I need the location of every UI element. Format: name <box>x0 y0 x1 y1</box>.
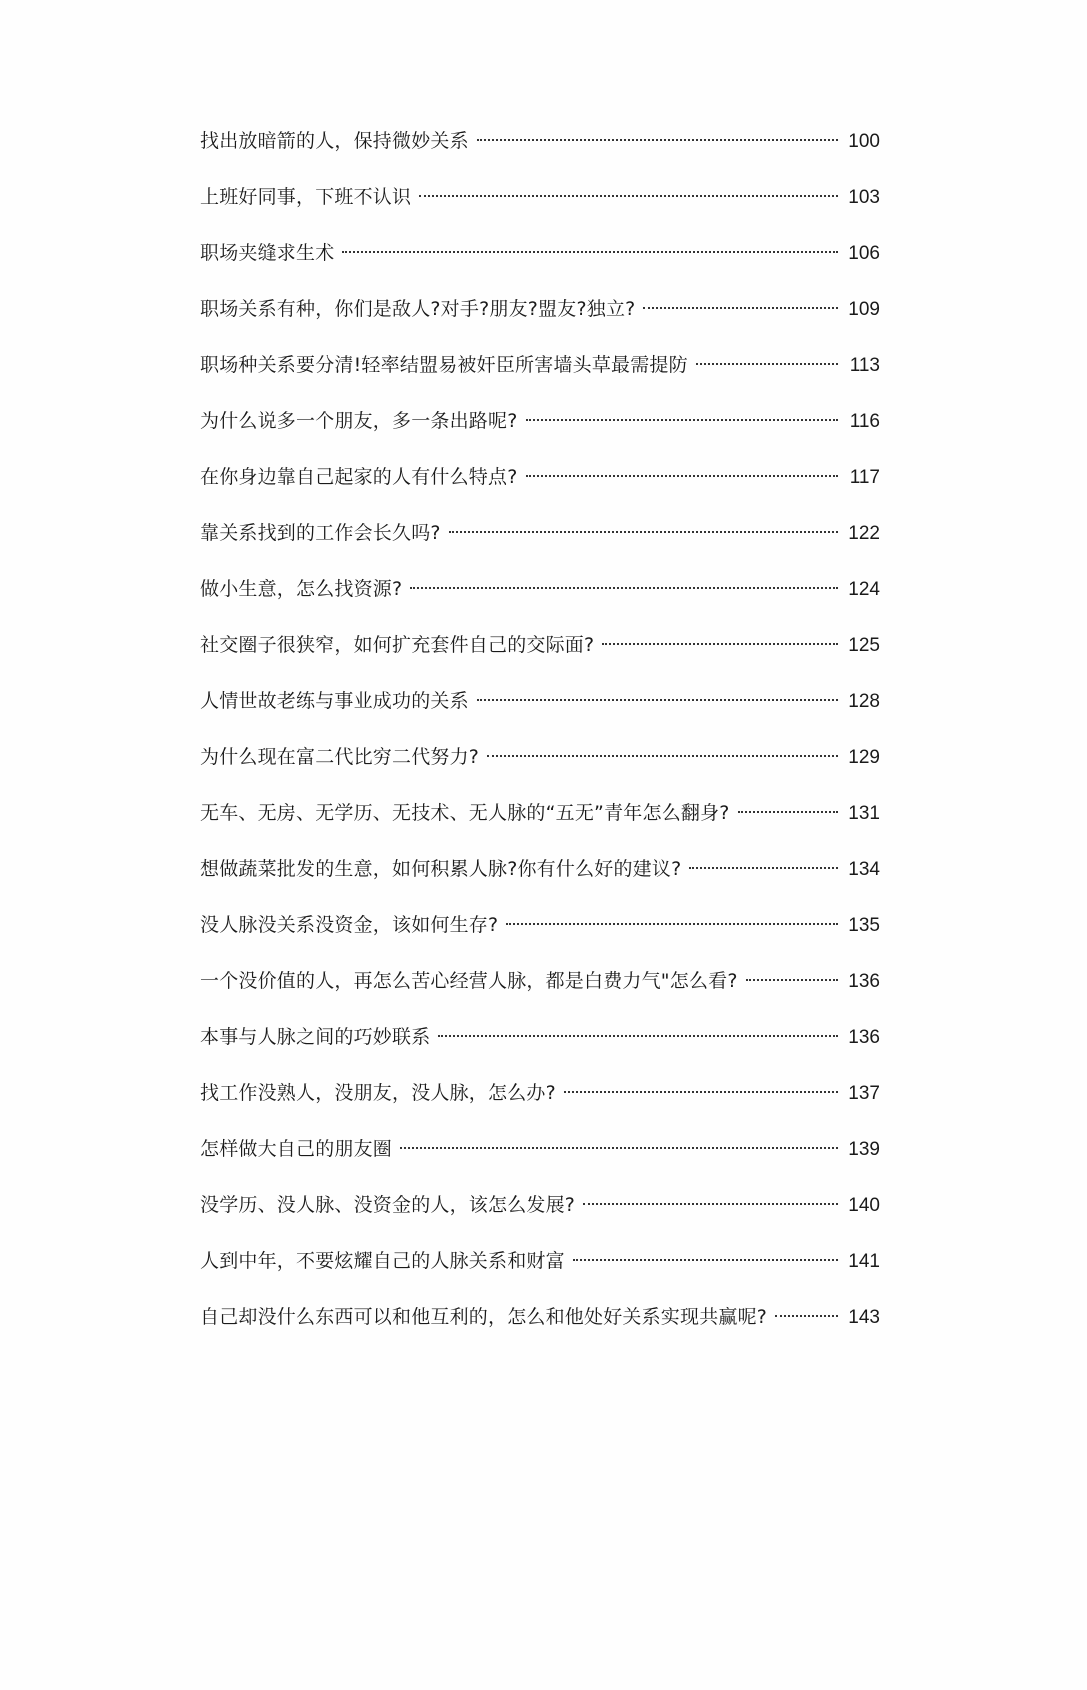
toc-entry-title: 上班好同事，下班不认识 <box>200 186 412 208</box>
toc-entry <box>200 449 880 505</box>
toc-entry-title: 在你身边靠自己起家的人有什么特点? <box>200 466 518 488</box>
toc-dot-leader <box>419 195 838 197</box>
toc-dot-leader <box>506 923 838 925</box>
toc-dot-leader <box>689 867 838 869</box>
toc-entry-page-number: 116 <box>849 411 880 432</box>
toc-entry-page-number: 137 <box>848 1083 880 1104</box>
toc-entry <box>200 1289 880 1345</box>
toc-entry-title: 人情世故老练与事业成功的关系 <box>200 690 469 712</box>
toc-dot-leader <box>477 699 838 701</box>
toc-entry-page-number: 134 <box>848 859 880 880</box>
toc-entry-title: 没学历、没人脉、没资金的人，该怎么发展? <box>200 1194 576 1216</box>
toc-entry <box>200 1009 880 1065</box>
toc-entry <box>200 561 880 617</box>
toc-dot-leader <box>573 1259 838 1261</box>
toc-entry-page-number: 136 <box>848 1027 880 1048</box>
toc-entry <box>200 673 880 729</box>
toc-dot-leader <box>438 1035 838 1037</box>
toc-entry <box>200 281 880 337</box>
toc-entry-title: 找出放暗箭的人，保持微妙关系 <box>200 130 469 152</box>
toc-entry-page-number: 141 <box>848 1251 880 1272</box>
toc-entry-page-number: 129 <box>848 747 880 768</box>
toc-entry-title: 无车、无房、无学历、无技术、无人脉的“五无”青年怎么翻身? <box>200 802 730 824</box>
toc-entry-title: 职场关系有种，你们是敌人?对手?朋友?盟友?独立? <box>200 298 636 320</box>
toc-entry-page-number: 140 <box>848 1195 880 1216</box>
toc-entry <box>200 785 880 841</box>
toc-entry <box>200 729 880 785</box>
toc-entry-page-number: 125 <box>848 635 880 656</box>
toc-entry <box>200 841 880 897</box>
toc-entry-page-number: 124 <box>848 579 880 600</box>
toc-entry-title: 人到中年，不要炫耀自己的人脉关系和财富 <box>200 1250 565 1272</box>
toc-entry-title: 职场夹缝求生术 <box>200 242 335 264</box>
toc-entry-title: 找工作没熟人，没朋友，没人脉，怎么办? <box>200 1082 556 1104</box>
toc-dot-leader <box>643 307 838 309</box>
toc-entry-title: 想做蔬菜批发的生意，如何积累人脉?你有什么好的建议? <box>200 858 682 880</box>
toc-entry-title: 职场种关系要分清!轻率结盟易被奸臣所害墙头草最需提防 <box>200 354 688 376</box>
toc-entry-title: 没人脉没关系没资金，该如何生存? <box>200 914 499 936</box>
toc-dot-leader <box>696 363 838 365</box>
toc-entry-page-number: 100 <box>848 131 880 152</box>
toc-entry <box>200 897 880 953</box>
toc-entry <box>200 225 880 281</box>
toc-entry <box>200 1233 880 1289</box>
toc-entry-title: 本事与人脉之间的巧妙联系 <box>200 1026 431 1048</box>
toc-dot-leader <box>526 475 839 477</box>
toc-entry <box>200 113 880 169</box>
toc-entry-page-number: 128 <box>848 691 880 712</box>
toc-entry-page-number: 109 <box>848 299 880 320</box>
toc-entry-title: 怎样做大自己的朋友圈 <box>200 1138 393 1160</box>
toc-dot-leader <box>342 251 838 253</box>
toc-entry-page-number: 136 <box>848 971 880 992</box>
table-of-contents <box>200 113 880 1345</box>
toc-entry-page-number: 117 <box>849 467 880 488</box>
toc-dot-leader <box>410 587 838 589</box>
toc-entry-title: 一个没价值的人，再怎么苦心经营人脉，都是白费力气"怎么看? <box>200 970 738 992</box>
toc-entry-page-number: 135 <box>848 915 880 936</box>
toc-entry-page-number: 113 <box>849 355 880 376</box>
toc-dot-leader <box>775 1315 838 1317</box>
toc-entry-title: 为什么说多一个朋友，多一条出路呢? <box>200 410 518 432</box>
toc-entry-page-number: 131 <box>848 803 880 824</box>
toc-entry-title: 做小生意，怎么找资源? <box>200 578 403 600</box>
toc-dot-leader <box>449 531 838 533</box>
toc-entry-title: 社交圈子很狭窄，如何扩充套件自己的交际面? <box>200 634 595 656</box>
toc-entry-title: 为什么现在富二代比穷二代努力? <box>200 746 480 768</box>
toc-entry-page-number: 103 <box>848 187 880 208</box>
toc-entry-title: 自己却没什么东西可以和他互利的，怎么和他处好关系实现共赢呢? <box>200 1306 768 1328</box>
toc-entry <box>200 1177 880 1233</box>
toc-dot-leader <box>564 1091 838 1093</box>
toc-entry <box>200 505 880 561</box>
toc-dot-leader <box>738 811 838 813</box>
toc-entry <box>200 337 880 393</box>
toc-entry <box>200 1065 880 1121</box>
toc-dot-leader <box>583 1203 838 1205</box>
toc-entry-page-number: 122 <box>848 523 880 544</box>
toc-entry-page-number: 139 <box>848 1139 880 1160</box>
toc-entry-page-number: 143 <box>848 1307 880 1328</box>
toc-dot-leader <box>400 1147 838 1149</box>
toc-entry-page-number: 106 <box>848 243 880 264</box>
toc-entry <box>200 953 880 1009</box>
toc-dot-leader <box>487 755 838 757</box>
toc-dot-leader <box>746 979 838 981</box>
toc-entry <box>200 169 880 225</box>
toc-entry-title: 靠关系找到的工作会长久吗? <box>200 522 441 544</box>
toc-entry <box>200 1121 880 1177</box>
toc-entry <box>200 393 880 449</box>
toc-entry <box>200 617 880 673</box>
toc-dot-leader <box>526 419 839 421</box>
toc-dot-leader <box>477 139 838 141</box>
toc-dot-leader <box>602 643 838 645</box>
